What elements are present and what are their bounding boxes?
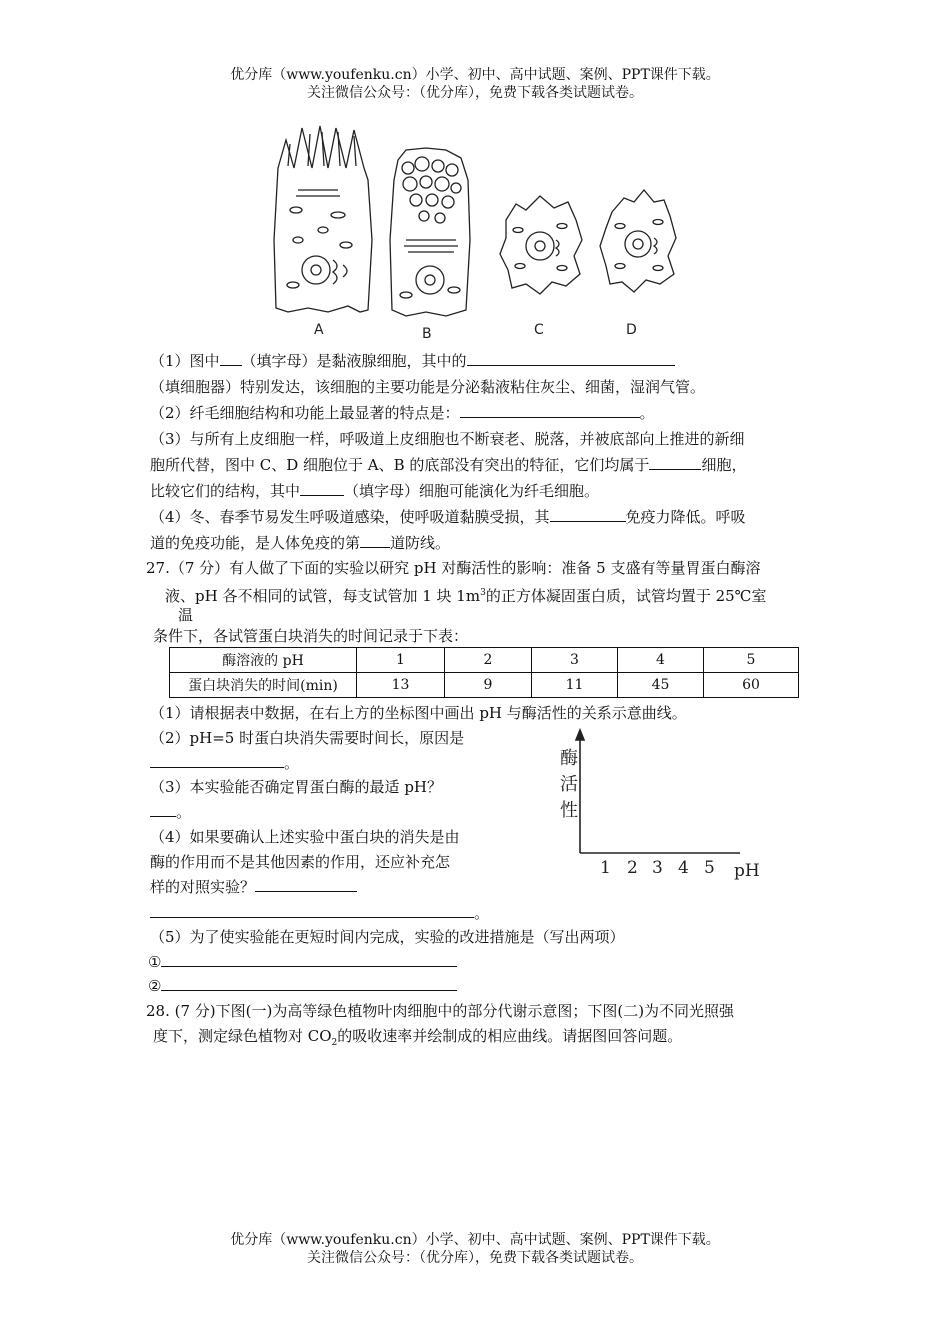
table-cell: 45 bbox=[618, 673, 704, 698]
q26-part3-line2: 胞所代替，图中 C、D 细胞位于 A、B 的底部没有突出的特征，它们均属于 细胞， bbox=[150, 456, 747, 474]
table-cell: 2 bbox=[445, 648, 532, 673]
figure-label-a: A bbox=[314, 322, 324, 338]
x-axis-label: pH bbox=[734, 861, 760, 881]
answer-blank[interactable] bbox=[360, 533, 390, 548]
q27-sub3: （3）本实验能否确定胃蛋白酶的最适 pH？ bbox=[150, 778, 442, 796]
answer-blank[interactable] bbox=[220, 351, 242, 366]
q27-stem-line2: 液、pH 各不相同的试管，每支试管加 1 块 $1m^3$的正方体凝固蛋白质，试管均置于 25℃室 bbox=[165, 587, 767, 605]
q27-sub4-line3: 样的对照实验？ bbox=[150, 876, 357, 898]
y-axis-arrow bbox=[576, 730, 584, 740]
answer-blank[interactable] bbox=[150, 802, 176, 817]
page-header bbox=[0, 66, 950, 102]
table-cell: 3 bbox=[532, 648, 618, 673]
answer-blank[interactable] bbox=[649, 455, 701, 470]
answer-blank[interactable] bbox=[255, 877, 357, 892]
table-cell: 蛋白块消失的时间(min) bbox=[170, 673, 357, 698]
q26-part4-line1: （4）冬、春季节易发生呼吸道感染，使呼吸道黏膜受损，其 免疫力降低。呼吸 bbox=[150, 508, 746, 526]
q27-sub3-answer: 。 bbox=[150, 801, 191, 823]
x-tick-label: 1 bbox=[600, 858, 611, 878]
q27-sub2: （2）pH=5 时蛋白块消失需要时间长，原因是 bbox=[150, 729, 465, 747]
answer-blank[interactable] bbox=[150, 903, 474, 918]
table-row bbox=[170, 673, 799, 698]
q26-part3-line1: （3）与所有上皮细胞一样，呼吸道上皮细胞也不断衰老、脱落，并被底部向上推进的新细 bbox=[150, 430, 745, 448]
table-cell: 4 bbox=[618, 648, 704, 673]
q27-stem-line3: 温 bbox=[178, 606, 194, 624]
q26-part1-line2: （填细胞器）特别发达，该细胞的主要功能是分泌黏液粘住灰尘、细菌，湿润气管。 bbox=[150, 378, 706, 396]
q27-sub4-line1: （4）如果要确认上述实验中蛋白块的消失是由 bbox=[150, 828, 460, 846]
q28-stem-line1: 28. (7 分)下图(一)为高等绿色植物叶肉细胞中的部分代谢示意图；下图(二)为不同光照强 bbox=[146, 1002, 735, 1020]
answer-blank[interactable] bbox=[460, 403, 640, 418]
header-line-1: 优分库（www.youfenku.cn）小学、初中、高中试题、案例、PPT课件下载。 bbox=[230, 67, 720, 83]
q26-part1-line1: （1）图中 （填字母）是黏液腺细胞，其中的 bbox=[150, 350, 675, 372]
y-label-char: 活 bbox=[560, 774, 578, 795]
cell-b-drawing bbox=[390, 148, 470, 316]
answer-blank[interactable] bbox=[300, 481, 344, 496]
y-label-char: 性 bbox=[560, 800, 578, 821]
epithelial-cells-figure bbox=[268, 120, 678, 345]
q26-part3-line3: 比较它们的结构，其中 （填字母）细胞可能演化为纤毛细胞。 bbox=[150, 482, 600, 500]
x-tick-label: 2 bbox=[627, 858, 638, 878]
q26-part4-line2: 道的免疫功能，是人体免疫的第 道防线。 bbox=[150, 534, 451, 552]
figure-label-c: C bbox=[534, 322, 544, 338]
table-cell: 酶溶液的 pH bbox=[170, 648, 357, 673]
answer-blank[interactable] bbox=[150, 753, 284, 768]
table-cell: 13 bbox=[357, 673, 445, 698]
q27-sub5-answer2: ② bbox=[148, 975, 457, 997]
figure-label-d: D bbox=[626, 322, 637, 338]
table-cell: 5 bbox=[704, 648, 799, 673]
cell-c-drawing bbox=[500, 196, 582, 294]
footer-line-1: 优分库（www.youfenku.cn）小学、初中、高中试题、案例、PPT课件下载。 bbox=[230, 1232, 720, 1248]
q27-sub5: （5）为了使实验能在更短时间内完成，实验的改进措施是（写出两项） bbox=[150, 928, 625, 946]
answer-blank[interactable] bbox=[467, 351, 675, 366]
table-cell: 11 bbox=[532, 673, 618, 698]
y-label-char: 酶 bbox=[560, 748, 578, 769]
q27-sub5-answer1: ① bbox=[148, 951, 457, 973]
answer-blank[interactable] bbox=[161, 976, 457, 991]
table-cell: 1 bbox=[357, 648, 445, 673]
x-tick-label: 3 bbox=[652, 858, 663, 878]
q27-sub4-line2: 酶的作用而不是其他因素的作用，还应补充怎 bbox=[150, 853, 451, 871]
header-line-2: 关注微信公众号：（优分库），免费下载各类试题试卷。 bbox=[307, 85, 643, 101]
q28-stem-line2: 度下，测定绿色植物对 $CO_2$的吸收速率并绘制成的相应曲线。请据图回答问题。 bbox=[153, 1027, 683, 1048]
x-tick-label: 4 bbox=[678, 858, 689, 878]
answer-blank[interactable] bbox=[550, 507, 626, 522]
table-row bbox=[170, 648, 799, 673]
q26-part2: （2）纤毛细胞结构和功能上最显著的特点是： 。 bbox=[150, 404, 655, 422]
table-cell: 9 bbox=[445, 673, 532, 698]
q27-sub2-answer: 。 bbox=[150, 752, 299, 774]
enzyme-activity-axes[interactable] bbox=[550, 728, 770, 883]
q27-stem-line1: 27.（7 分）有人做了下面的实验以研究 pH 对酶活性的影响：准备 5 支盛有等量胃蛋白酶溶 bbox=[146, 559, 761, 577]
q27-sub4-answer: 。 bbox=[150, 902, 489, 924]
q27-sub1: （1）请根据表中数据，在右上方的坐标图中画出 pH 与酶活性的关系示意曲线。 bbox=[150, 704, 687, 722]
answer-blank[interactable] bbox=[161, 952, 457, 967]
cell-d-drawing bbox=[600, 190, 676, 292]
table-cell: 60 bbox=[704, 673, 799, 698]
page-footer bbox=[0, 1231, 950, 1267]
x-tick-label: 5 bbox=[704, 858, 715, 878]
ph-data-table bbox=[169, 647, 799, 698]
footer-line-2: 关注微信公众号：（优分库），免费下载各类试题试卷。 bbox=[307, 1250, 643, 1266]
q27-stem-line4: 条件下，各试管蛋白块消失的时间记录于下表： bbox=[153, 627, 469, 645]
cell-a-drawing bbox=[274, 126, 372, 312]
figure-label-b: B bbox=[422, 326, 432, 342]
